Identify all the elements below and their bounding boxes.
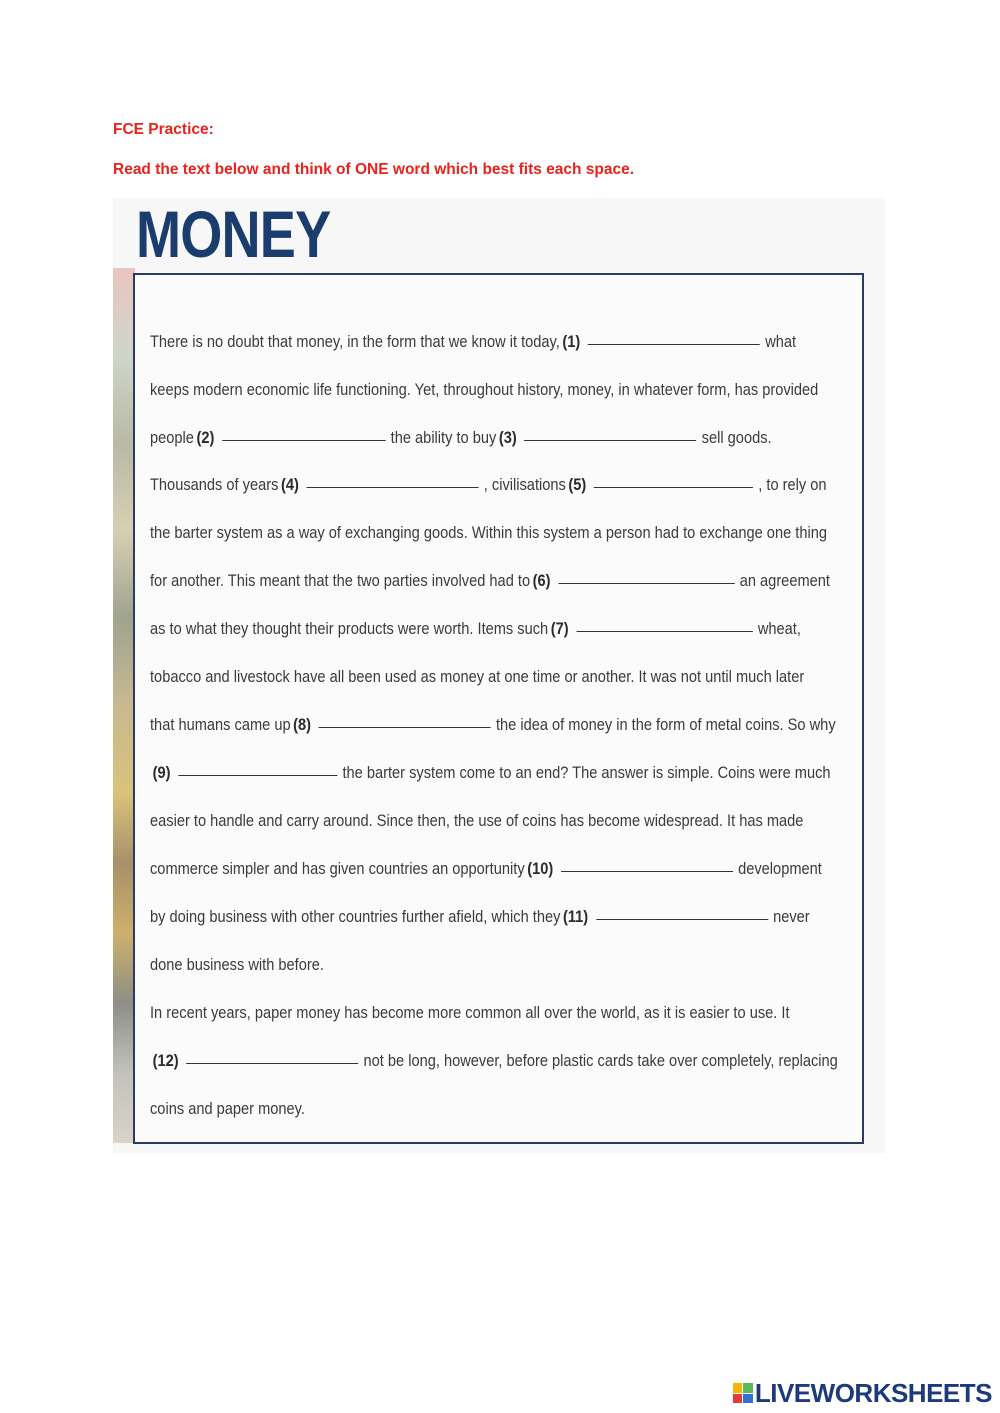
money-photo-strip [113, 268, 135, 1143]
line-text: by doing business with other countries further afield, which they [150, 907, 561, 926]
line-text: what [765, 332, 797, 351]
gap-12-blank[interactable] [186, 1062, 358, 1064]
line-text: the barter system come to an end? The answer is simple. Coins were much [342, 763, 831, 782]
text-line-11 [150, 801, 855, 841]
line-text: tobacco and livestock have all been used as money at one time or another. It was not until much later [150, 667, 805, 686]
line-text: , to rely on [758, 475, 827, 494]
text-line-7 [150, 609, 855, 649]
line-text: never [773, 907, 810, 926]
gap-9-blank[interactable] [178, 774, 337, 776]
text-line-15 [150, 993, 855, 1033]
logo-text: LIVEWORKSHEETS [754, 1377, 992, 1408]
line-text: the idea of money in the form of metal coins. So why [495, 715, 836, 734]
line-text: the barter system as a way of exchanging goods. Within this system a person had to exchange one thing [150, 523, 827, 542]
line-text: In recent years, paper money has become more common all over the world, as it is easier to use. It [150, 1003, 790, 1022]
text-line-12 [150, 849, 855, 889]
gap-number-6: (6) [532, 571, 551, 590]
line-text: people [150, 428, 194, 447]
line-text: not be long, however, before plastic cards take over completely, replacing [363, 1051, 838, 1070]
line-text: Thousands of years [150, 475, 279, 494]
gap-2-blank[interactable] [222, 439, 385, 441]
line-text: wheat, [757, 619, 801, 638]
logo-mark-icon [733, 1383, 753, 1403]
text-line-10 [150, 753, 855, 793]
gap-number-9: (9) [152, 763, 171, 782]
practice-title: FCE Practice: [113, 121, 214, 138]
instruction-text: Read the text below and think of ONE word which best fits each space. [113, 161, 635, 178]
article-title: MONEY [136, 197, 331, 271]
logo-square [743, 1383, 753, 1393]
gap-number-2: (2) [196, 428, 215, 447]
line-text: development [738, 859, 822, 878]
gap-8-blank[interactable] [319, 726, 491, 728]
line-text: as to what they thought their products were worth. Items such [150, 619, 549, 638]
gap-7-blank[interactable] [576, 630, 752, 632]
logo-square [733, 1394, 743, 1404]
gap-10-blank[interactable] [561, 870, 733, 872]
text-line-9 [150, 705, 855, 745]
line-text: sell goods. [701, 428, 772, 447]
gap-4-blank[interactable] [307, 486, 479, 488]
gap-number-10: (10) [527, 859, 554, 878]
gap-5-blank[interactable] [594, 486, 753, 488]
line-text: that humans came up [150, 715, 291, 734]
line-text: , civilisations [483, 475, 566, 494]
gap-number-5: (5) [568, 475, 587, 494]
line-text: done business with before. [150, 955, 324, 974]
liveworksheets-logo [733, 1379, 992, 1407]
line-text: easier to handle and carry around. Since then, the use of coins has become widespread. It has made [150, 811, 804, 830]
logo-square [733, 1383, 743, 1393]
text-line-13 [150, 897, 855, 937]
text-line-4 [150, 465, 855, 505]
gap-number-3: (3) [498, 428, 517, 447]
text-line-2 [150, 370, 855, 410]
text-line-3 [150, 418, 855, 458]
gap-number-11: (11) [562, 907, 589, 926]
text-line-16 [150, 1041, 855, 1081]
line-text: coins and paper money. [150, 1099, 305, 1118]
gap-1-blank[interactable] [588, 343, 760, 345]
gap-number-1: (1) [562, 332, 581, 351]
text-line-14 [150, 945, 855, 985]
gap-11-blank[interactable] [596, 918, 768, 920]
gap-number-12: (12) [152, 1051, 179, 1070]
text-line-8 [150, 657, 855, 697]
text-line-1 [150, 322, 855, 362]
article-text-box [133, 273, 864, 1144]
line-text: keeps modern economic life functioning. Yet, throughout history, money, in whatever form, has provided [150, 380, 819, 399]
gap-number-4: (4) [280, 475, 299, 494]
line-text: the ability to buy [390, 428, 497, 447]
line-text: an agreement [739, 571, 830, 590]
text-line-6 [150, 561, 855, 601]
line-text: There is no doubt that money, in the form that we know it today, [150, 332, 560, 351]
gap-number-7: (7) [550, 619, 569, 638]
gap-3-blank[interactable] [525, 439, 697, 441]
gap-6-blank[interactable] [558, 582, 734, 584]
text-line-5 [150, 513, 855, 553]
line-text: for another. This meant that the two parties involved had to [150, 571, 531, 590]
gap-number-8: (8) [293, 715, 312, 734]
logo-square [743, 1394, 753, 1404]
text-line-17 [150, 1089, 855, 1129]
line-text: commerce simpler and has given countries an opportunity [150, 859, 525, 878]
